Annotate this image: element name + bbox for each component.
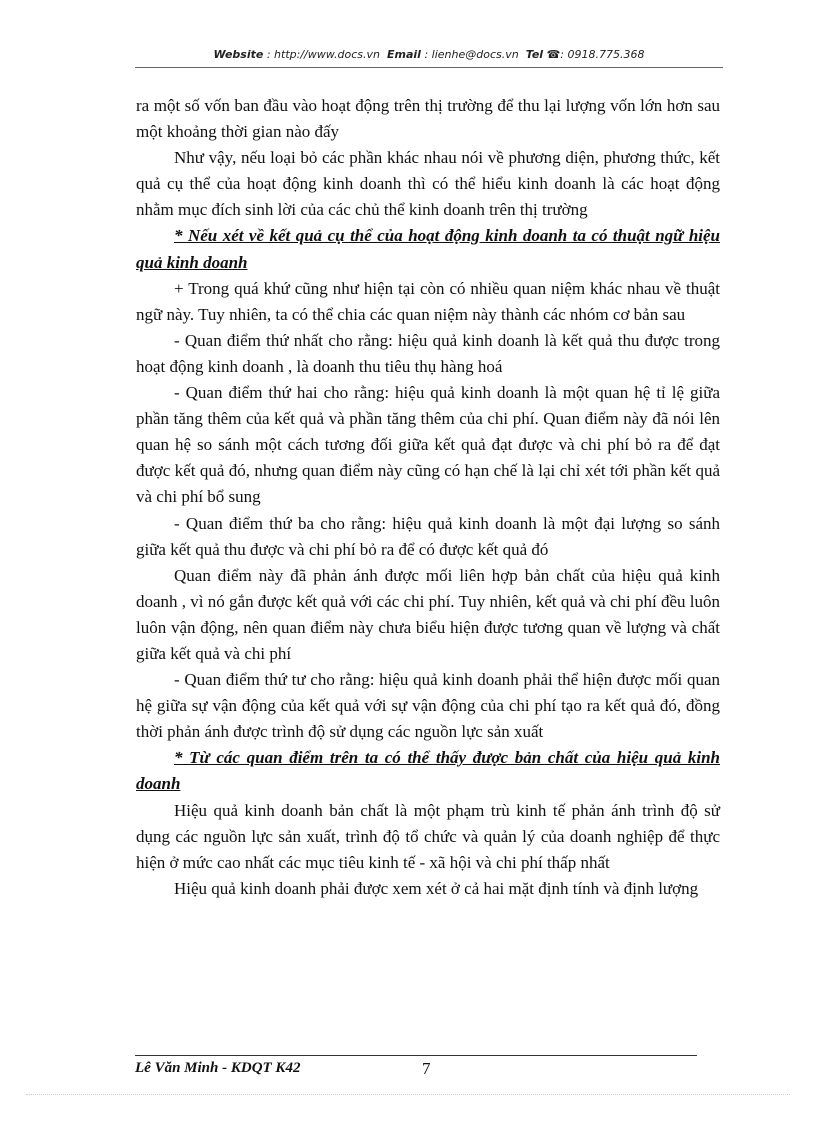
tel-label: Tel xyxy=(525,48,544,61)
paragraph: Như vậy, nếu loại bỏ các phần khác nhau nói về phương diện, phương thức, kết quả cụ thể của hoạt động kinh doanh thì có thể hiểu kinh doanh là các hoạt động nhằm mục đích sinh lời của các chủ thể kinh doanh trên thị trường xyxy=(136,148,720,220)
paragraph: Hiệu quả kinh doanh phải được xem xét ở cả hai mặt định tính và định lượng xyxy=(174,878,699,898)
section-heading: * Từ các quan điểm trên ta có thể thấy được bản chất của hiệu quả kinh doanh xyxy=(136,748,720,794)
website-value: : http://www.docs.vn xyxy=(266,48,381,61)
paragraph: - Quan điểm thứ ba cho rằng: hiệu quả kinh doanh là một đại lượng so sánh giữa kết quả thu được và chi phí bỏ ra để có được kết quả đó xyxy=(136,513,720,559)
paragraph: Quan điểm này đã phản ánh được mối liên hợp bản chất của hiệu quả kinh doanh , vì nó gắn được kết quả với các chi phí. Tuy nhiên, kết quả và chi phí đều luôn luôn vận động, nên quan điểm này chưa biểu hiện được tương quan về lượng và chất giữa kết quả và chi phí xyxy=(136,565,720,663)
footer-author: Lê Văn Minh - KDQT K42 xyxy=(135,1060,301,1076)
document-body xyxy=(136,93,720,902)
paragraph: - Quan điểm thứ hai cho rằng: hiệu quả kinh doanh là một quan hệ tỉ lệ giữa phần tăng thêm của kết quả và phần tăng thêm của chi phí. Quan điểm này đã nói lên quan hệ so sánh một cách tương đối giữa kết quả đạt được và chi phí bỏ ra để đạt được kết quả đó, nhưng quan điểm này cũng có hạn chế là lại chỉ xét tới phần kết quả và chi phí bổ sung xyxy=(136,383,720,507)
footer-divider xyxy=(135,1055,697,1056)
paragraph: - Quan điểm thứ nhất cho rằng: hiệu quả kinh doanh là kết quả thu được trong hoạt động kinh doanh , là doanh thu tiêu thụ hàng hoá xyxy=(136,330,720,376)
paragraph: + Trong quá khứ cũng như hiện tại còn có nhiều quan niệm khác nhau về thuật ngữ này. Tuy nhiên, ta có thể chia các quan niệm này thành các nhóm cơ bản sau xyxy=(136,278,720,324)
header-divider xyxy=(135,67,723,68)
page-bottom-border xyxy=(26,1094,790,1095)
paragraph: Hiệu quả kinh doanh bản chất là một phạm trù kinh tế phản ánh trình độ sử dụng các nguồn lực sản xuất, trình độ tổ chức và quản lý của doanh nghiệp để thực hiện ở mức cao nhất các mục tiêu kinh tế - xã hội và chi phí thấp nhất xyxy=(136,800,720,872)
email-label: Email xyxy=(387,48,421,61)
section-heading: * Nếu xét về kết quả cụ thể của hoạt động kinh doanh ta có thuật ngữ hiệu quả kinh doanh xyxy=(136,226,720,272)
page-header xyxy=(135,48,723,68)
tel-value: : 0918.775.368 xyxy=(560,48,645,61)
paragraph: - Quan điểm thứ tư cho rằng: hiệu quả kinh doanh phải thể hiện được mối quan hệ giữa sự vận động của kết quả với sự vận động của chi phí tạo ra kết quả đó, đồng thời phản ánh được trình độ sử dụng các nguồn lực sản xuất xyxy=(136,670,720,742)
email-value: : lienhe@docs.vn xyxy=(424,48,519,61)
phone-icon: ☎ xyxy=(546,48,561,61)
paragraph: ra một số vốn ban đầu vào hoạt động trên thị trường để thu lại lượng vốn lớn hơn sau một khoảng thời gian nào đấy xyxy=(136,96,720,142)
page-number: 7 xyxy=(422,1059,431,1078)
website-label: Website xyxy=(213,48,264,61)
